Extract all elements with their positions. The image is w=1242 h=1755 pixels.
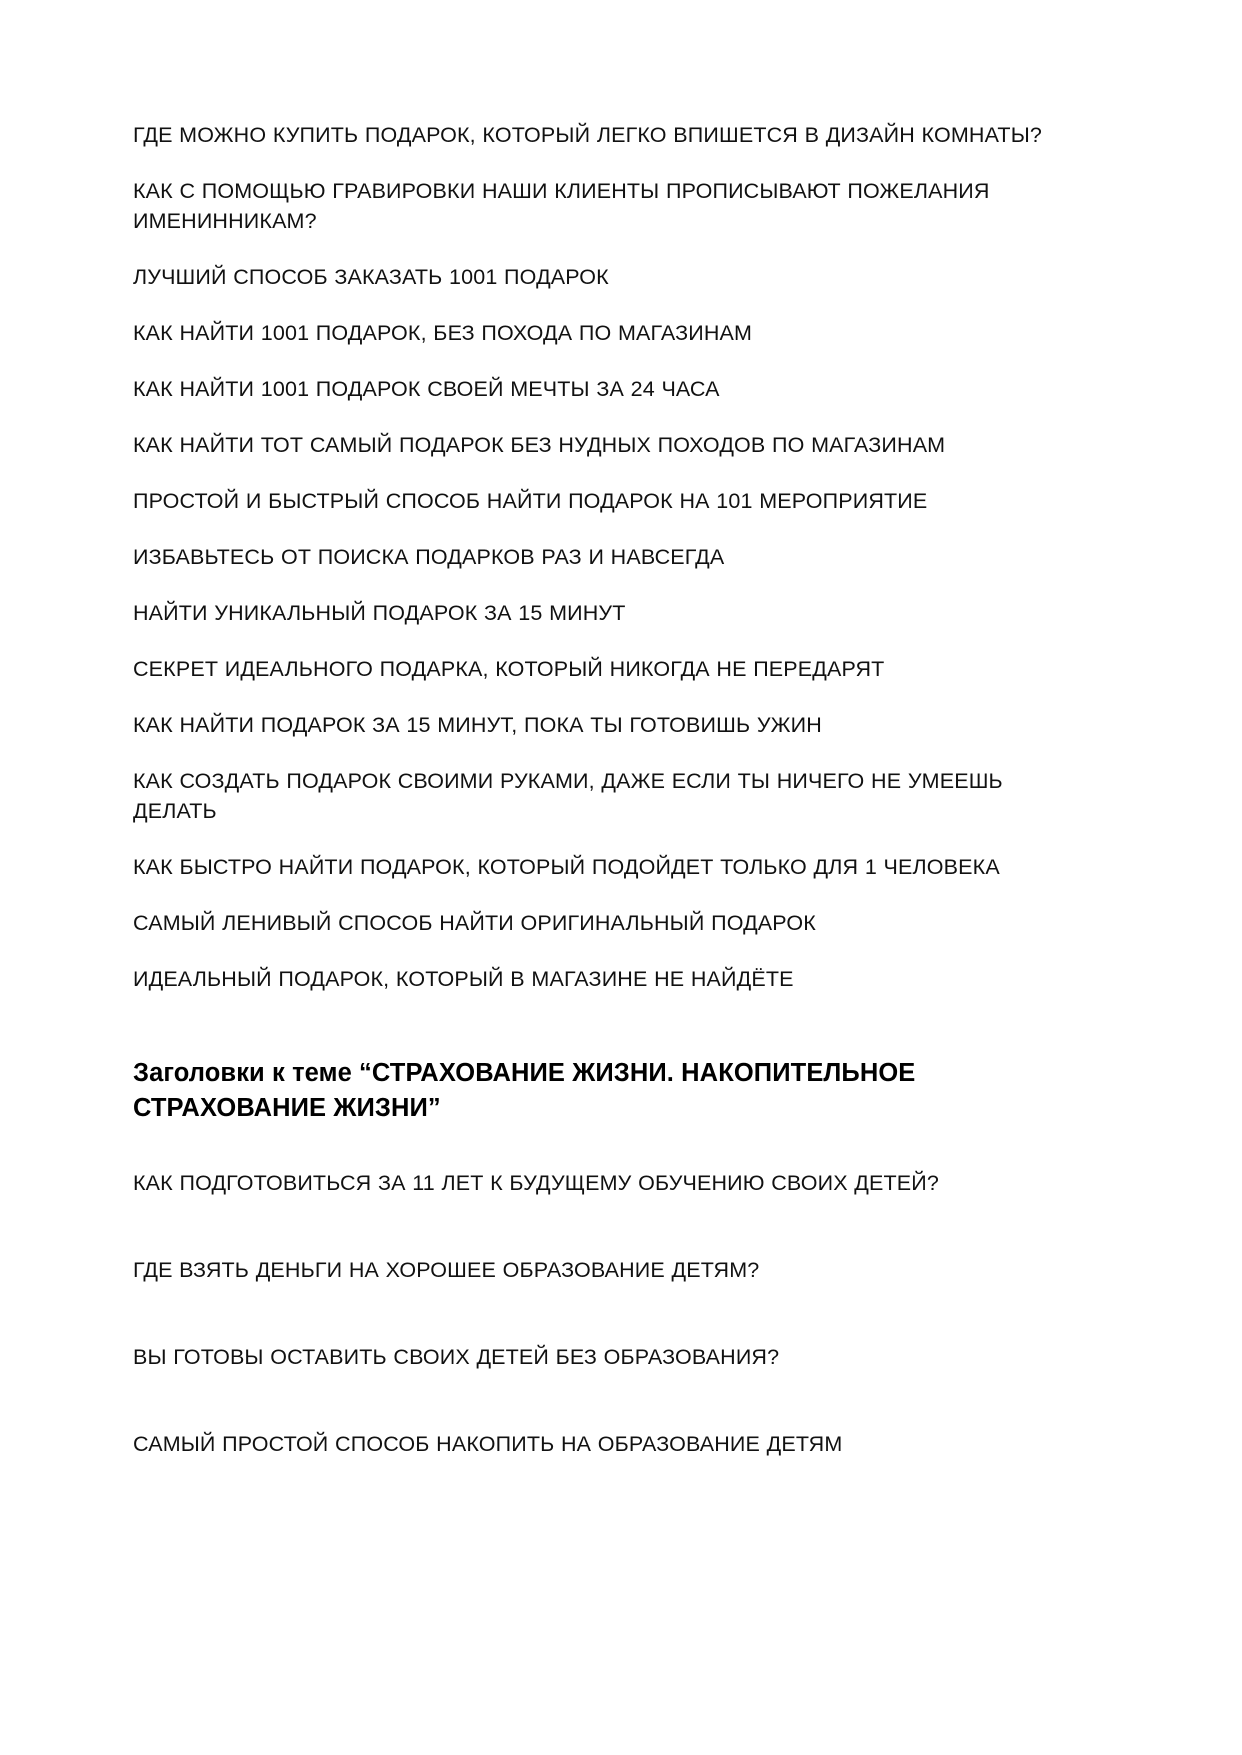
headline-paragraph: САМЫЙ ПРОСТОЙ СПОСОБ НАКОПИТЬ НА ОБРАЗОВАНИЕ ДЕТЯМ xyxy=(133,1432,843,1456)
headline-paragraph: КАК НАЙТИ ПОДАРОК ЗА 15 МИНУТ, ПОКА ТЫ ГОТОВИШЬ УЖИН xyxy=(133,713,822,737)
headline-paragraph: ГДЕ МОЖНО КУПИТЬ ПОДАРОК, КОТОРЫЙ ЛЕГКО ВПИШЕТСЯ В ДИЗАЙН КОМНАТЫ? xyxy=(133,123,1042,147)
headline-paragraph: ИДЕАЛЬНЫЙ ПОДАРОК, КОТОРЫЙ В МАГАЗИНЕ НЕ НАЙДЁТЕ xyxy=(133,967,794,991)
headline-paragraph: ЛУЧШИЙ СПОСОБ ЗАКАЗАТЬ 1001 ПОДАРОК xyxy=(133,265,609,289)
headline-paragraph: ВЫ ГОТОВЫ ОСТАВИТЬ СВОИХ ДЕТЕЙ БЕЗ ОБРАЗОВАНИЯ? xyxy=(133,1345,780,1369)
headline-paragraph: КАК С ПОМОЩЬЮ ГРАВИРОВКИ НАШИ КЛИЕНТЫ ПРОПИСЫВАЮТ ПОЖЕЛАНИЯ ИМЕНИННИКАМ? xyxy=(133,179,990,233)
headline-paragraph: КАК ПОДГОТОВИТЬСЯ ЗА 11 ЛЕТ К БУДУЩЕМУ ОБУЧЕНИЮ СВОИХ ДЕТЕЙ? xyxy=(133,1171,939,1195)
section-heading-life-insurance: Заголовки к теме “СТРАХОВАНИЕ ЖИЗНИ. НАКОПИТЕЛЬНОЕ СТРАХОВАНИЕ ЖИЗНИ” xyxy=(133,1059,916,1122)
section-life-insurance-headlines xyxy=(133,1168,1073,1459)
headline-paragraph: КАК СОЗДАТЬ ПОДАРОК СВОИМИ РУКАМИ, ДАЖЕ ЕСЛИ ТЫ НИЧЕГО НЕ УМЕЕШЬ ДЕЛАТЬ xyxy=(133,769,1003,823)
headline-paragraph: ПРОСТОЙ И БЫСТРЫЙ СПОСОБ НАЙТИ ПОДАРОК НА 101 МЕРОПРИЯТИЕ xyxy=(133,489,928,513)
headline-paragraph: НАЙТИ УНИКАЛЬНЫЙ ПОДАРОК ЗА 15 МИНУТ xyxy=(133,601,626,625)
headline-paragraph: САМЫЙ ЛЕНИВЫЙ СПОСОБ НАЙТИ ОРИГИНАЛЬНЫЙ ПОДАРОК xyxy=(133,911,816,935)
page-content xyxy=(133,120,1073,1459)
headline-paragraph: СЕКРЕТ ИДЕАЛЬНОГО ПОДАРКА, КОТОРЫЙ НИКОГДА НЕ ПЕРЕДАРЯТ xyxy=(133,657,885,681)
headline-paragraph: КАК НАЙТИ 1001 ПОДАРОК СВОЕЙ МЕЧТЫ ЗА 24 ЧАСА xyxy=(133,377,720,401)
headline-paragraph: КАК БЫСТРО НАЙТИ ПОДАРОК, КОТОРЫЙ ПОДОЙДЕТ ТОЛЬКО ДЛЯ 1 ЧЕЛОВЕКА xyxy=(133,855,1000,879)
headline-paragraph: КАК НАЙТИ ТОТ САМЫЙ ПОДАРОК БЕЗ НУДНЫХ ПОХОДОВ ПО МАГАЗИНАМ xyxy=(133,433,946,457)
section-gift-headlines xyxy=(133,120,1073,994)
headline-paragraph: КАК НАЙТИ 1001 ПОДАРОК, БЕЗ ПОХОДА ПО МАГАЗИНАМ xyxy=(133,321,753,345)
headline-paragraph: ИЗБАВЬТЕСЬ ОТ ПОИСКА ПОДАРКОВ РАЗ И НАВСЕГДА xyxy=(133,545,725,569)
headline-paragraph: ГДЕ ВЗЯТЬ ДЕНЬГИ НА ХОРОШЕЕ ОБРАЗОВАНИЕ ДЕТЯМ? xyxy=(133,1258,760,1282)
